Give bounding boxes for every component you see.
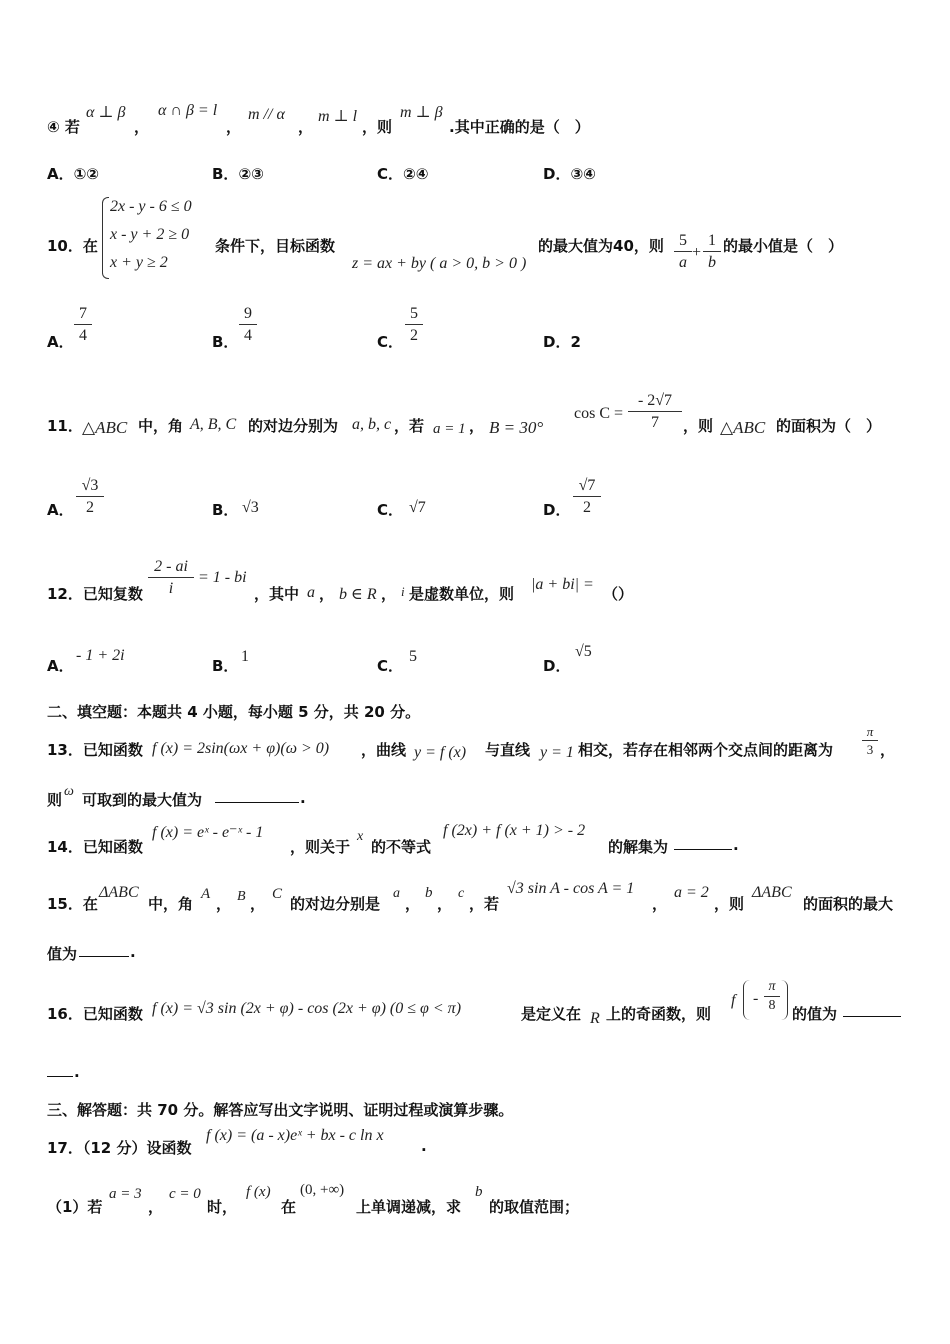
q15-B: B [237,889,246,904]
q12-text-2: ， [381,585,397,603]
section-3-heading: 三、解答题：共 70 分。解答应写出文字说明、证明过程或演算步骤。 [47,1101,514,1119]
q10-max-text: 的最大值为40，则 [538,237,664,255]
q12-option-b-label: B． [212,657,239,675]
q12-separator: ， [319,585,335,603]
q11-text-3: ，若 [394,417,425,435]
q10-option-b-value: $\frac{9}{4}$ [239,304,257,347]
q13-line2-start: 则 [47,791,63,809]
q12-option-b-value: 1 [241,648,249,665]
q11-B-value: B = 30° [489,418,544,437]
q12-i: i [401,584,405,599]
q12-ask: （） [603,585,634,603]
q9-comma3: ， [298,118,314,136]
q10-plus: + [692,244,702,261]
q9-comma1: ， [134,118,150,136]
q10-option-d: D．2 [543,333,581,351]
q9-option-a: A．①② [47,165,100,183]
q15-a-equals: a = 2 [674,884,709,901]
q11-separator: ， [469,417,485,435]
q11-option-b-value: √3 [242,499,259,516]
q10-option-a-value: $\frac{7}{4}$ [74,304,92,347]
q16-arg-fraction: $\frac{\pi}{8}$ [764,978,780,1015]
q13-text-4: ， [880,741,896,759]
q12-option-a-value: - 1 + 2i [76,647,125,664]
q15-answer-blank[interactable] [79,943,129,957]
q14-text-1: ，则关于 [290,838,351,856]
q10-constraint-1: 2x - y - 6 ≤ 0 [110,198,192,215]
q10-option-a-label: A． [47,333,74,351]
q14-end: . [733,836,739,854]
q12-text-3: 是虚数单位，则 [409,585,515,603]
q15-text-5: 的面积的最大 [803,895,894,913]
q17-text-2: 在 [281,1198,297,1216]
q17-text-1: 时， [207,1198,238,1216]
q16-arg-sign: - [753,990,759,1007]
q15-a: a [393,886,400,901]
q13-line: y = 1 [540,744,574,761]
q12-option-d-label: D． [543,657,571,675]
q11-triangle: △ABC [82,418,128,437]
q11-angles: A, B, C [190,416,237,433]
q12-fraction: $\frac{2 - ai}{i}$ [148,557,194,600]
q9-ask: .其中正确的是（ ） [449,118,590,136]
q16-function: f (x) = √3 sin (2x + φ) - cos (2x + φ) (0 ≤ φ < π) [152,1000,462,1017]
q13-end: . [300,789,306,807]
q12-a: a [307,584,315,601]
q10-objective: z = ax + by ( a > 0, b > 0 ) [352,255,527,272]
q13-omega: ω [64,784,74,799]
q11-number: 11． [47,417,83,435]
q14-function: f (x) = eˣ - e⁻ˣ - 1 [152,824,264,841]
q11-cos-lhs: cos C = [574,405,624,422]
q11-option-c-value: √7 [409,499,426,516]
q10-option-b-label: B． [212,333,239,351]
q10-constraint-2: x - y + 2 ≥ 0 [110,226,190,243]
q15-triangle: ΔABC [99,884,139,901]
q17-text-4: 的取值范围； [489,1198,580,1216]
q11-option-a-value: $\frac{√3}{2}$ [76,476,104,519]
q15-equation: √3 sin A - cos A = 1 [507,880,635,897]
q9-cond3: m // α [248,106,285,123]
q15-line2: 值为 [47,945,78,963]
q11-option-d-value: $\frac{√7}{2}$ [573,476,601,519]
q16-R: R [590,1010,600,1027]
q17-end: . [421,1137,427,1155]
q13-distance: $\frac{\pi}{3}$ [862,724,878,758]
q16-end: . [74,1063,80,1081]
q11-text-2: 的对边分别为 [248,417,339,435]
q12-option-d-value: √5 [575,643,592,660]
q15-text-1: 中，角 [148,895,194,913]
section-2-heading: 二、填空题：本题共 4 小题，每小题 5 分，共 20 分。 [47,703,421,721]
q9-then: ，则 [362,118,393,136]
q11-text-1: 中，角 [138,417,184,435]
q9-option-d: D．③④ [543,165,596,183]
q10-number: 10．在 [47,237,98,255]
q13-curve: y = f (x) [414,744,467,761]
q15-text-3: ，若 [469,895,500,913]
q12-option-c-value: 5 [409,648,417,665]
q11-triangle-2: △ABC [720,418,766,437]
q12-rhs: = 1 - bi [198,569,247,586]
q17-number: 17．（12 分）设函数 [47,1139,192,1157]
q11-cos-fraction: $\frac{- 2√7}{7}$ [628,391,682,434]
q12-b-in-R: b ∈ R [339,586,377,603]
q9-option-b: B．②③ [212,165,264,183]
q11-ask: 的面积为（ ） [776,417,882,435]
q14-text-2: 的不等式 [371,838,432,856]
q17-interval: (0, +∞) [300,1182,345,1198]
q11-option-c-label: C． [377,501,404,519]
q12-option-a-label: A． [47,657,74,675]
q15-comma-5: ， [652,895,668,913]
q17-function: f (x) = (a - x)eˣ + bx - c ln x [206,1127,384,1144]
q14-x: x [357,829,364,844]
q15-text-4: ，则 [714,895,745,913]
q15-end: . [130,943,136,961]
q16-text-2: 上的奇函数，则 [606,1005,712,1023]
q9-item4-prefix: ④ 若 [47,118,80,136]
q13-function: f (x) = 2sin(ωx + φ)(ω > 0) [152,740,330,757]
q15-c: c [458,886,465,901]
q13-text-3: 相交，若存在相邻两个交点间的距离为 [578,741,834,759]
q16-left-paren [743,980,750,1020]
q14-inequality: f (2x) + f (x + 1) > - 2 [443,822,586,839]
q11-option-d-label: D． [543,501,571,519]
q17-text-3: 上单调递减，求 [356,1198,462,1216]
q17-a-equals-3: a = 3 [109,1186,142,1202]
q12-abs: |a + bi| = [531,576,594,593]
q13-text-2: 与直线 [485,741,531,759]
q11-text-4: ，则 [683,417,714,435]
q10-option-c-label: C． [377,333,404,351]
q11-option-a-label: A． [47,501,74,519]
q15-triangle-2: ΔABC [752,884,792,901]
q15-comma-4: ， [437,895,453,913]
q10-system-brace [102,197,109,279]
q12-text-1: ，其中 [254,585,300,603]
q9-cond4: m ⊥ l [318,108,358,125]
q17-part1-label: （1）若 [47,1198,103,1216]
q17-comma: ， [148,1198,164,1216]
q11-sides: a, b, c [352,416,392,433]
q15-comma-1: ， [216,895,232,913]
q11-option-b-label: B． [212,501,239,519]
q16-text-1: 是定义在 [521,1005,582,1023]
q9-cond2: α ∩ β = l [158,102,218,119]
q10-fraction-1b: $\frac{1}{b}$ [703,231,721,274]
q15-number: 15．在 [47,895,98,913]
q14-text-3: 的解集为 [608,838,669,856]
q10-fraction-5a: $\frac{5}{a}$ [674,231,692,274]
q14-number: 14．已知函数 [47,838,143,856]
q13-text-1: ，曲线 [361,741,407,759]
q15-b: b [425,885,433,901]
q9-option-c: C．②④ [377,165,429,183]
q13-number: 13．已知函数 [47,741,143,759]
q10-option-c-value: $\frac{5}{2}$ [405,304,423,347]
q16-right-paren [781,980,788,1020]
q16-answer-blank[interactable] [843,1003,901,1017]
q10-constraint-3: x + y ≥ 2 [110,254,168,271]
q11-a-value: a = 1 [433,421,466,437]
q16-number: 16．已知函数 [47,1005,143,1023]
q16-text-3: 的值为 [792,1005,838,1023]
q17-b: b [475,1184,483,1200]
q15-comma-3: ， [405,895,421,913]
q15-comma-2: ， [250,895,266,913]
q16-f: f [731,992,736,1009]
q9-comma2: ， [226,118,242,136]
q15-A: A [201,886,211,902]
q10-ask: 的最小值是（ ） [723,237,844,255]
q17-fx: f (x) [246,1184,271,1200]
q13-answer-blank[interactable] [215,789,299,803]
q12-option-c-label: C． [377,657,404,675]
q15-text-2: 的对边分别是 [290,895,381,913]
q14-answer-blank[interactable] [674,836,732,850]
q10-condition-text: 条件下，目标函数 [215,237,336,255]
q12-number: 12．已知复数 [47,585,143,603]
q9-cond1: α ⊥ β [86,104,126,121]
q15-C: C [272,886,283,902]
q13-line2-text: 可取到的最大值为 [82,791,203,809]
q9-conclusion: m ⊥ β [400,104,443,121]
q17-c-equals-0: c = 0 [169,1186,201,1202]
q16-answer-blank-cont[interactable] [47,1063,73,1077]
